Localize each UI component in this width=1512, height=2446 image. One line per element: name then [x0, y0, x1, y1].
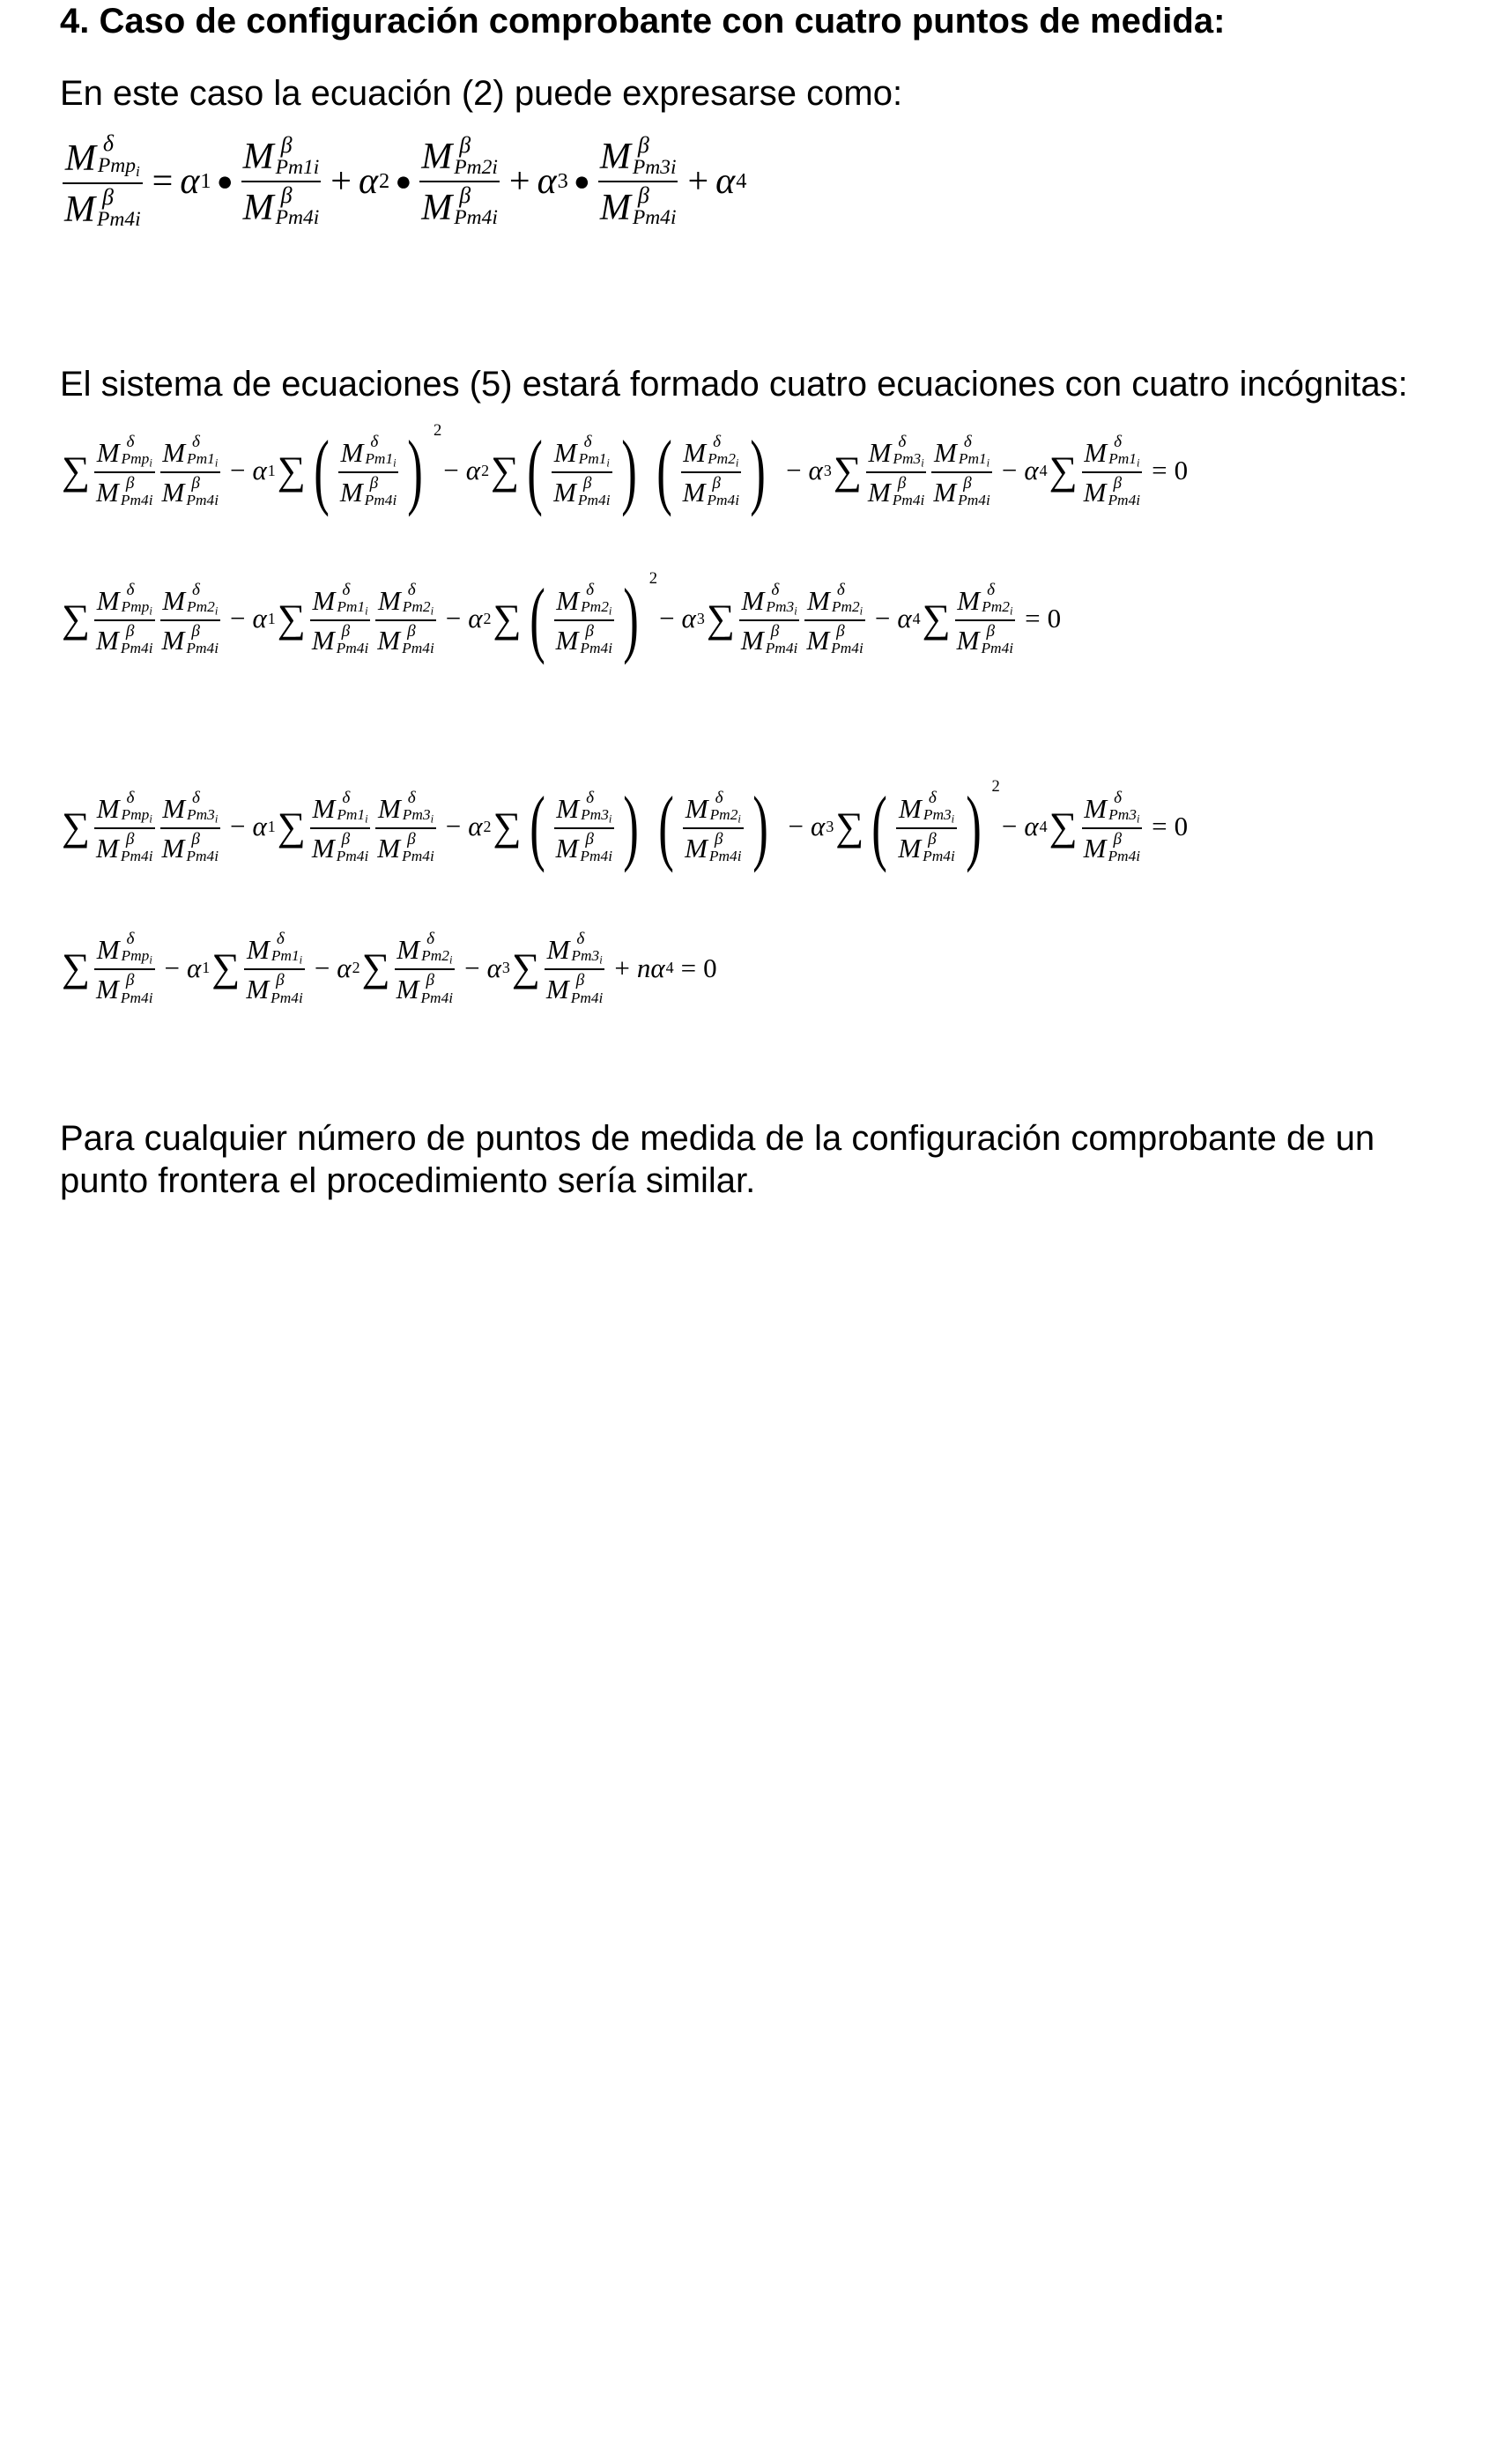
fraction-m3-over-m4: M β Pm3i M β Pm4i [599, 131, 677, 230]
conclusion-paragraph: Para cualquier número de puntos de medida de la configuración comprobante de un punto frontera el procedimiento sería similar. [60, 1119, 1375, 1200]
fraction-mp-over-m4: M δ Pmp$_i$ M β Pm4i [64, 130, 141, 232]
system-paragraph: El sistema de ecuaciones (5) estará formado cuatro ecuaciones con cuatro incógnitas: [60, 365, 1408, 404]
system-equation-3: ∑ M δ Pmp$_i$ M β Pm4i M δ $Pm3_i$ M β Pm4i − α 1 ∑ M δ $Pm1_i$ M β Pm4i M δ $Pm3_i$ M β Pm4i − α 2 ∑ ( M δ $Pm3_i$ M β Pm4i ) ( M δ $Pm2_i$ M β Pm4i ) − α 3 ∑ ( M δ $Pm3_i$ M β Pm4i ) 2 − α 4 ∑ M δ $Pm3_i$ M β Pm4i = 0 [62, 777, 1189, 873]
fraction-m2-over-m4: M β Pm2i M β Pm4i [421, 131, 498, 230]
system-equation-2: ∑ M δ Pmp$_i$ M β Pm4i M δ $Pm2_i$ M β Pm4i − α 1 ∑ M δ $Pm1_i$ M β Pm4i M δ $Pm2_i$ M β Pm4i − α 2 ∑ ( M δ $Pm2_i$ M β Pm4i ) 2 − α 3 ∑ M δ $Pm3_i$ M β Pm4i M δ $Pm2_i$ M β Pm4i − α 4 ∑ M δ $Pm2_i$ M β Pm4i = 0 [62, 569, 1062, 665]
intro-paragraph: En este caso la ecuación (2) puede expresarse como: [60, 74, 903, 113]
system-equation-1: ∑ M δ Pmp$_i$ M β Pm4i M δ $Pm1_i$ M β Pm4i − α 1 ∑ ( M δ $Pm1_i$ M β Pm4i ) 2 − α 2 ∑ ( M δ $Pm1_i$ M β Pm4i ) ( M δ $Pm2_i$ M β Pm4i ) − α 3 ∑ M δ $Pm3_i$ M β Pm4i M δ $Pm1_i$ M β Pm4i − α 4 ∑ M δ $Pm1_i$ M β Pm4i = 0 [62, 421, 1189, 517]
fraction-m1-over-m4: M β Pm1i M β Pm4i [242, 131, 320, 230]
system-equation-4: ∑ M δ Pmp$_i$ M β Pm4i − α 1 ∑ M δ $Pm1_i$ M β Pm4i − α 2 ∑ M δ $Pm2_i$ M β Pm4i − α 3 ∑ M δ $Pm3_i$ M β Pm4i + n α 4 = 0 [62, 930, 717, 1006]
main-equation: M δ Pmp$_i$ M β Pm4i = α 1 ● M β Pm1i M β Pm4i + α 2 ● M β Pm2i M β Pm4i + α 3 ● M β Pm3i M β Pm4i + α 4 [64, 130, 747, 232]
section-heading: 4. Caso de configuración comprobante con cuatro puntos de medida: [60, 2, 1226, 41]
